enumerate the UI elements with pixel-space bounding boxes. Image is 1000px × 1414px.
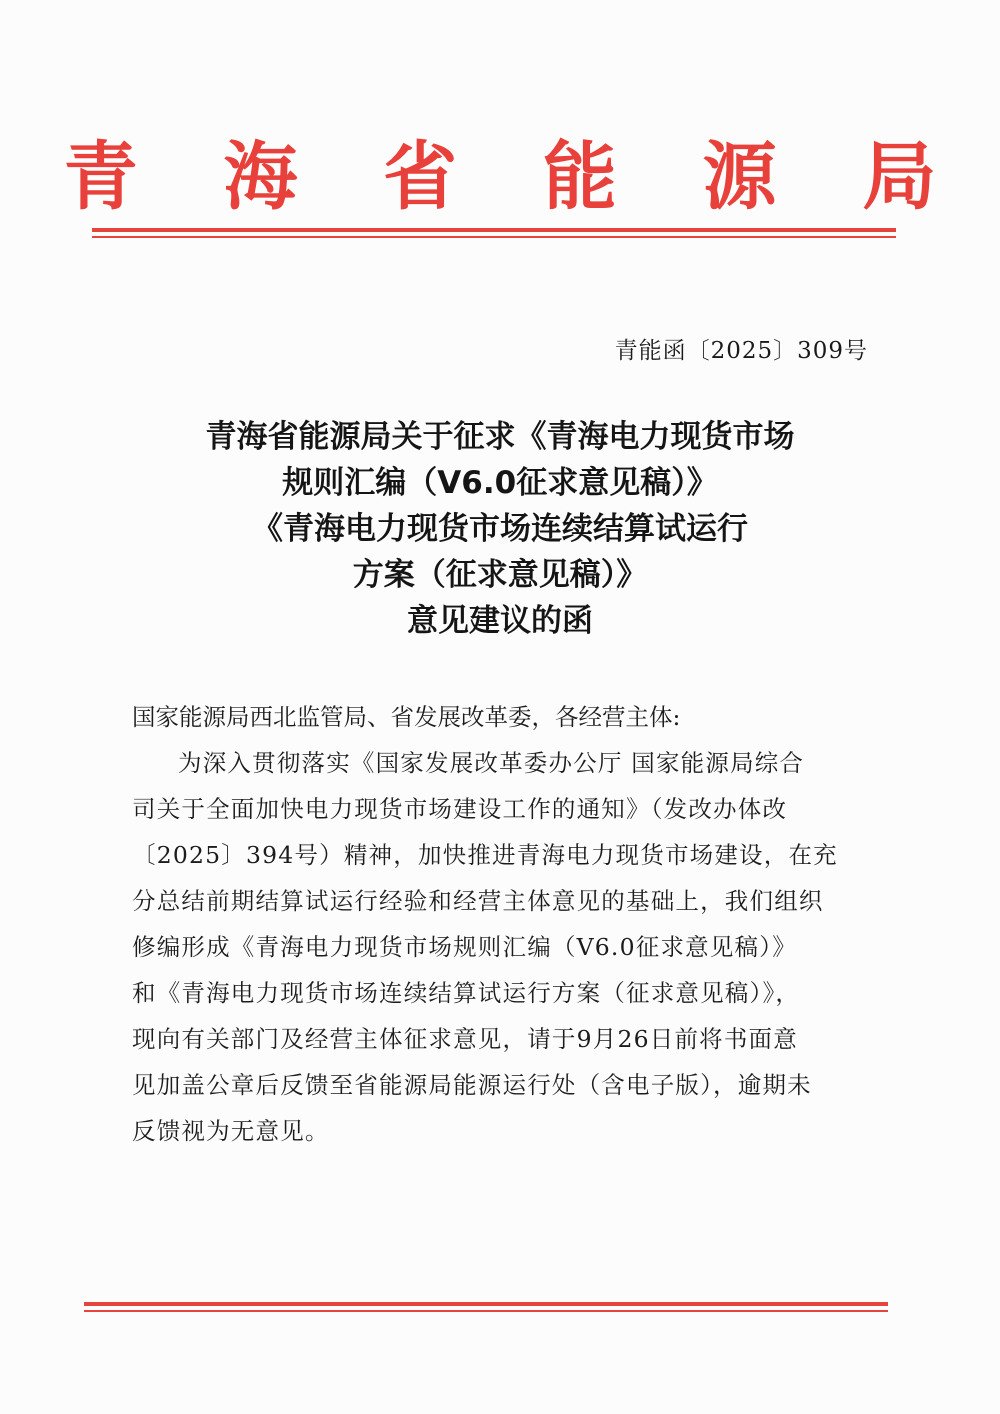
paragraph-line: 修编形成《青海电力现货市场规则汇编（V6.0征求意见稿）》 — [132, 933, 797, 961]
title-line: 方案（征求意见稿）》 — [352, 557, 648, 593]
paragraph-line: 现向有关部门及经营主体征求意见，请于9月26日前将书面意 — [132, 1025, 798, 1053]
title-line: 规则汇编（V6.0征求意见稿）》 — [282, 465, 718, 501]
document-number: 青能函〔2025〕309号 — [614, 338, 868, 364]
title-line: 意见建议的函 — [407, 603, 593, 639]
red-rule-thick — [92, 228, 896, 232]
title-line: 《青海电力现货市场连续结算试运行 — [252, 511, 748, 547]
masthead-org-name: 青 海 省 能 源 局 — [63, 134, 967, 220]
paragraph-line: 见加盖公章后反馈至省能源局能源运行处（含电子版），逾期未 — [132, 1071, 812, 1099]
paragraph-line: 司关于全面加快电力现货市场建设工作的通知》（发改办体改 — [132, 795, 788, 823]
title-line: 青海省能源局关于征求《青海电力现货市场 — [205, 419, 795, 455]
red-rule-thick — [84, 1302, 888, 1306]
footer-red-rule — [84, 1302, 888, 1312]
paragraph-line: 分总结前期结算试运行经验和经营主体意见的基础上，我们组织 — [132, 887, 824, 915]
salutation: 国家能源局西北监管局、省发展改革委，各经营主体: — [132, 703, 681, 731]
document-body — [132, 694, 872, 1154]
paragraph-line: 反馈视为无意见。 — [132, 1117, 330, 1145]
red-rule-thin — [92, 236, 896, 238]
document-title — [0, 414, 1000, 644]
masthead-red-rule — [92, 228, 896, 238]
paragraph-line: 〔2025〕394号）精神，加快推进青海电力现货市场建设，在充 — [132, 841, 838, 869]
paragraph-line: 和《青海电力现货市场连续结算试运行方案（征求意见稿）》， — [132, 979, 801, 1007]
paragraph-line: 为深入贯彻落实《国家发展改革委办公厅 国家能源局综合 — [178, 749, 805, 777]
red-rule-thin — [84, 1310, 888, 1312]
